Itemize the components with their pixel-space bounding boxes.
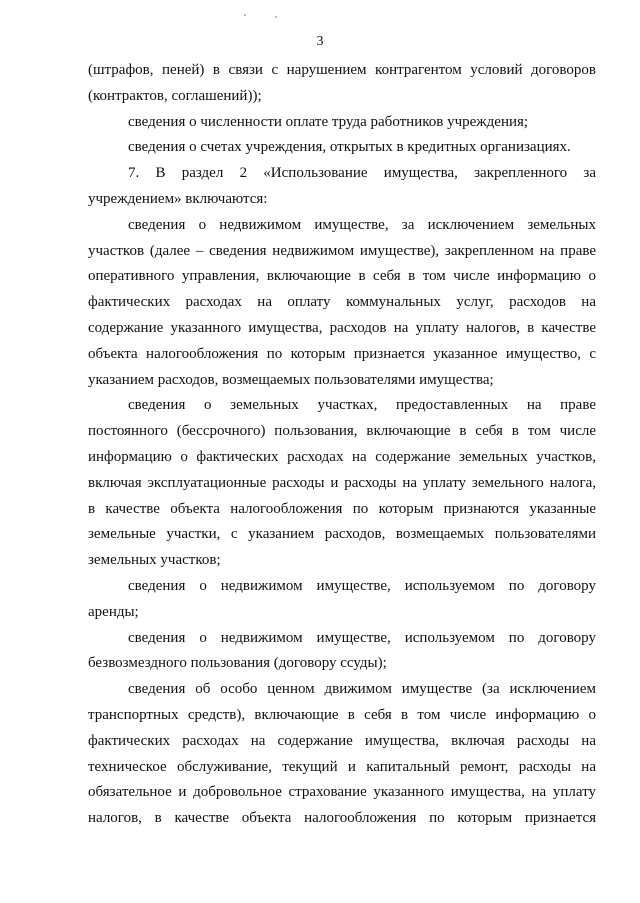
text-line: земельных участков; [88, 552, 221, 569]
page-number: 3 [316, 34, 324, 49]
text-line: фактических расходах на содержание имущества, включая расходы на [88, 732, 596, 749]
text-line: оперативного управления, включающие в себя в том числе информацию о [88, 268, 596, 285]
text-line: участков (далее – сведения недвижимом имуществе), закрепленном на праве [88, 242, 596, 259]
text-line: содержание указанного имущества, расходов на уплату налогов, в качестве [88, 319, 596, 336]
text-line: техническое обслуживание, текущий и капитальный ремонт, расходы на [88, 758, 596, 775]
text-line: транспортных средств), включающие в себя в том числе информацию о [88, 706, 596, 723]
text-line: аренды; [88, 603, 139, 620]
text-line: в качестве объекта налогообложения по которым признаются указанные [88, 500, 596, 517]
text-line: учреждением» включаются: [88, 190, 268, 207]
text-line: (контрактов, соглашений)); [88, 87, 262, 104]
text-line: сведения о счетах учреждения, открытых в кредитных организациях. [128, 139, 571, 156]
scan-speck [275, 16, 277, 18]
document-body [88, 58, 596, 832]
text-line: постоянного (бессрочного) пользования, включающие в себя в том числе [88, 423, 596, 440]
text-line: указанием расходов, возмещаемых пользователями имущества; [88, 371, 494, 388]
text-line: включая эксплуатационные расходы и расходы на уплату земельного налога, [88, 474, 596, 491]
text-line: фактических расходах на оплату коммунальных услуг, расходов на [88, 294, 596, 311]
text-line: налогов, в качестве объекта налогообложения по которым признается [88, 810, 596, 827]
scan-speck [244, 14, 246, 16]
text-line: сведения о численности оплате труда работников учреждения; [128, 113, 529, 130]
text-line: земельные участки, с указанием расходов, возмещаемых пользователями [88, 526, 596, 543]
text-line: безвозмездного пользования (договору ссуды); [88, 655, 387, 672]
text-line: сведения о недвижимом имуществе, за исключением земельных [128, 216, 596, 233]
text-line: информацию о фактических расходах на содержание земельных участков, [88, 448, 596, 465]
text-line: объекта налогообложения по которым признается указанное имущество, с [88, 345, 596, 362]
text-line: сведения о недвижимом имуществе, используемом по договору [128, 577, 596, 594]
text-line: обязательное и добровольное страхование указанного имущества, на уплату [88, 784, 596, 801]
text-line: сведения об особо ценном движимом имуществе (за исключением [128, 681, 596, 698]
text-line: сведения о недвижимом имуществе, используемом по договору [128, 629, 596, 646]
text-line: сведения о земельных участках, предоставленных на праве [128, 397, 596, 414]
text-line: (штрафов, пеней) в связи с нарушением контрагентом условий договоров [88, 62, 596, 78]
text-line: 7. В раздел 2 «Использование имущества, закрепленного за [128, 165, 596, 182]
